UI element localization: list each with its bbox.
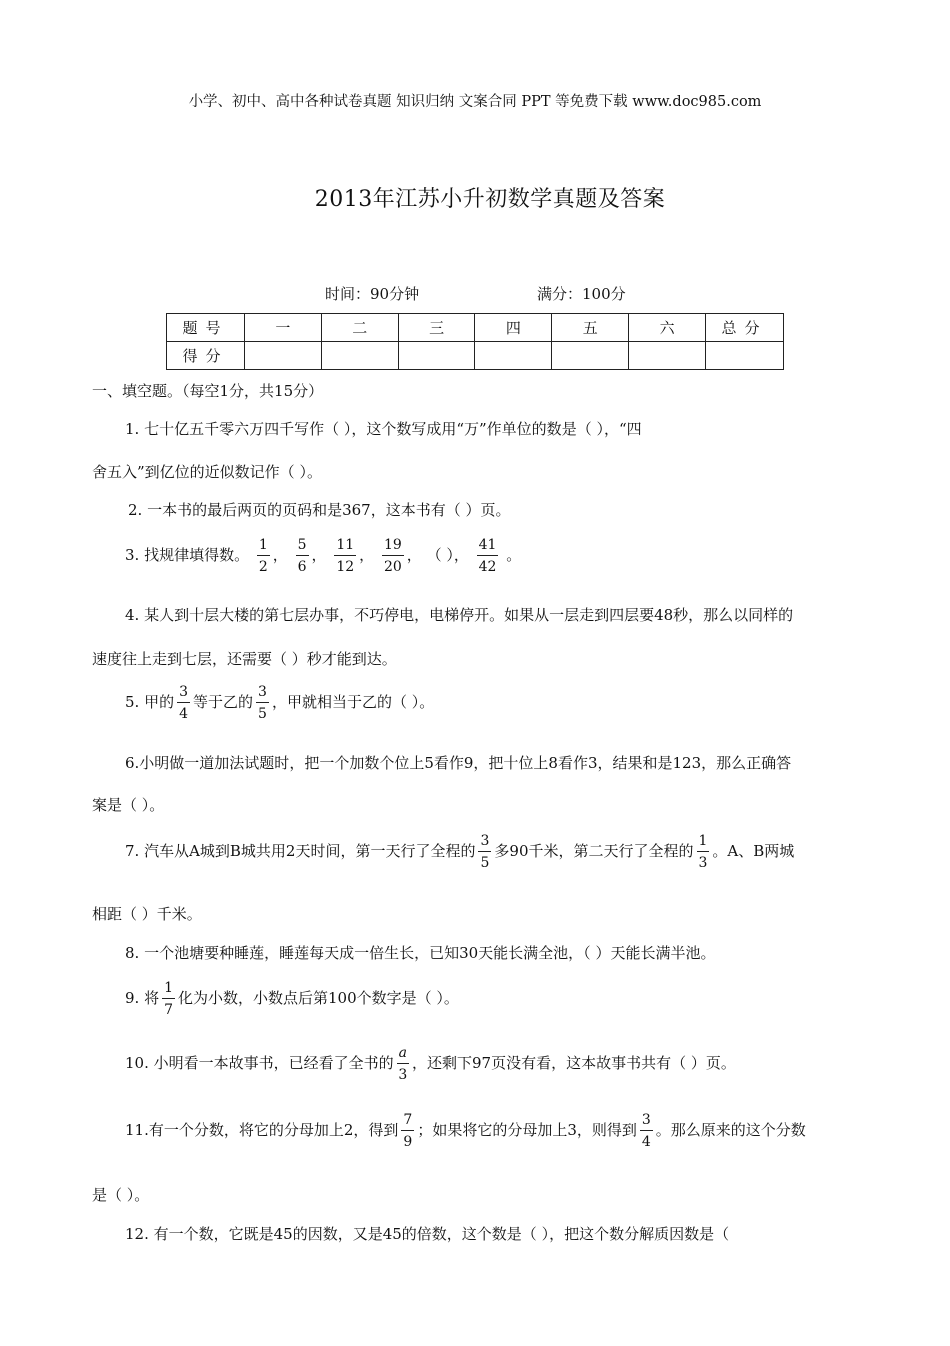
question-9: 9. 将 $\frac{1}{7}$ 化为小数，小数点后第100个数字是（ ）。 [125,980,459,1018]
fraction: $\frac{7}{9}$ [403,1112,413,1150]
fraction: $\frac{1}{2}$ [258,537,268,575]
fraction: $\frac{3}{5}$ [480,833,490,871]
table-column-header: 六 [629,314,706,342]
fraction: $\frac{5}{6}$ [297,537,307,575]
question-1-line-2: 舍五入”到亿位的近似数记作（ ）。 [92,463,322,481]
question-7-line-2: 相距（ ）千米。 [92,905,202,923]
score-cell[interactable] [245,342,322,370]
question-4-line-1: 4. 某人到十层大楼的第七层办事，不巧停电，电梯停开。如果从一层走到四层要48秒，那么以同样的 [125,606,794,624]
question-11: 11.有一个分数，将它的分母加上2，得到 $\frac{7}{9}$ ；如果将它的分母加上3，则得到 $\frac{3}{4}$ 。那么原来的这个分数 [125,1112,806,1150]
question-10: 10. 小明看一本故事书，已经看了全书的 $\frac{a}{3}$ ，还剩下97页没有看，这本故事书共有（ ）页。 [125,1045,736,1083]
table-header-label: 题号 [167,314,245,342]
question-3: 3. 找规律填得数。 $\frac{1}{2}$ ， $\frac{5}{6}$ ， $\frac{11}{12}$ ， $\frac{19}{20}$ ， （ ）， $\frac{41}{42}$ 。 [125,537,522,575]
score-cell[interactable] [398,342,475,370]
fraction: $\frac{3}{4}$ [179,684,189,722]
fraction: $\frac{11}{12}$ [336,537,355,575]
table-row [167,314,784,342]
question-8: 8. 一个池塘要种睡莲，睡莲每天成一倍生长，已知30天能长满全池，（ ）天能长满半池。 [125,944,716,962]
question-1-line-1: 1. 七十亿五千零六万四千写作（ ），这个数写成用“万”作单位的数是（ ），“四 [125,420,642,438]
table-column-header: 一 [245,314,322,342]
table-column-header: 二 [321,314,398,342]
table-row [167,342,784,370]
score-cell[interactable] [706,342,784,370]
fraction: $\frac{1}{3}$ [698,833,708,871]
fraction: $\frac{3}{5}$ [258,684,267,722]
exam-time: 时间：90分钟 [325,285,420,303]
question-6-line-1: 6.小明做一道加法试题时，把一个加数个位上5看作9，把十位上8看作3，结果和是123，那么正确答 [125,754,792,772]
question-4-line-2: 速度往上走到七层，还需要（ ）秒才能到达。 [92,650,397,668]
question-11-line-2: 是（ ）。 [92,1186,150,1204]
site-header: 小学、初中、高中各种试卷真题 知识归纳 文案合同 PPT 等免费下载 www.doc985.com [188,94,762,110]
section-heading: 一、填空题。（每空1分，共15分） [92,382,324,400]
fraction: $\frac{19}{20}$ [383,537,402,575]
table-row-label: 得分 [167,342,245,370]
fraction: $\frac{41}{42}$ [478,537,497,575]
score-cell[interactable] [475,342,552,370]
table-column-header: 三 [398,314,475,342]
answer-blank: （ ）， [426,546,469,564]
table-column-header: 五 [552,314,629,342]
question-6-line-2: 案是（ ）。 [92,796,165,814]
question-3-prefix: 3. 找规律填得数。 [125,546,250,564]
score-cell[interactable] [552,342,629,370]
question-5: 5. 甲的 $\frac{3}{4}$ 等于乙的 $\frac{3}{5}$ ，甲就相当于乙的（ ）。 [125,684,435,722]
question-7: 7. 汽车从A城到B城共用2天时间，第一天行了全程的 $\frac{3}{5}$ 多90千米，第二天行了全程的 $\frac{1}{3}$ 。A、B两城 [125,833,795,871]
score-cell[interactable] [629,342,706,370]
question-12: 12. 有一个数，它既是45的因数，又是45的倍数，这个数是（ ），把这个数分解质因数是（ [125,1225,730,1243]
fraction: $\frac{a}{3}$ [398,1045,408,1083]
table-column-header: 总分 [706,314,784,342]
page-title: 2013年江苏小升初数学真题及答案 [314,187,666,212]
fraction: $\frac{1}{7}$ [164,980,174,1018]
table-column-header: 四 [475,314,552,342]
score-table [166,313,784,370]
fraction: $\frac{3}{4}$ [641,1112,651,1150]
exam-full-score: 满分：100分 [537,285,626,303]
question-2: 2. 一本书的最后两页的页码和是367，这本书有（ ）页。 [128,501,511,519]
score-cell[interactable] [321,342,398,370]
